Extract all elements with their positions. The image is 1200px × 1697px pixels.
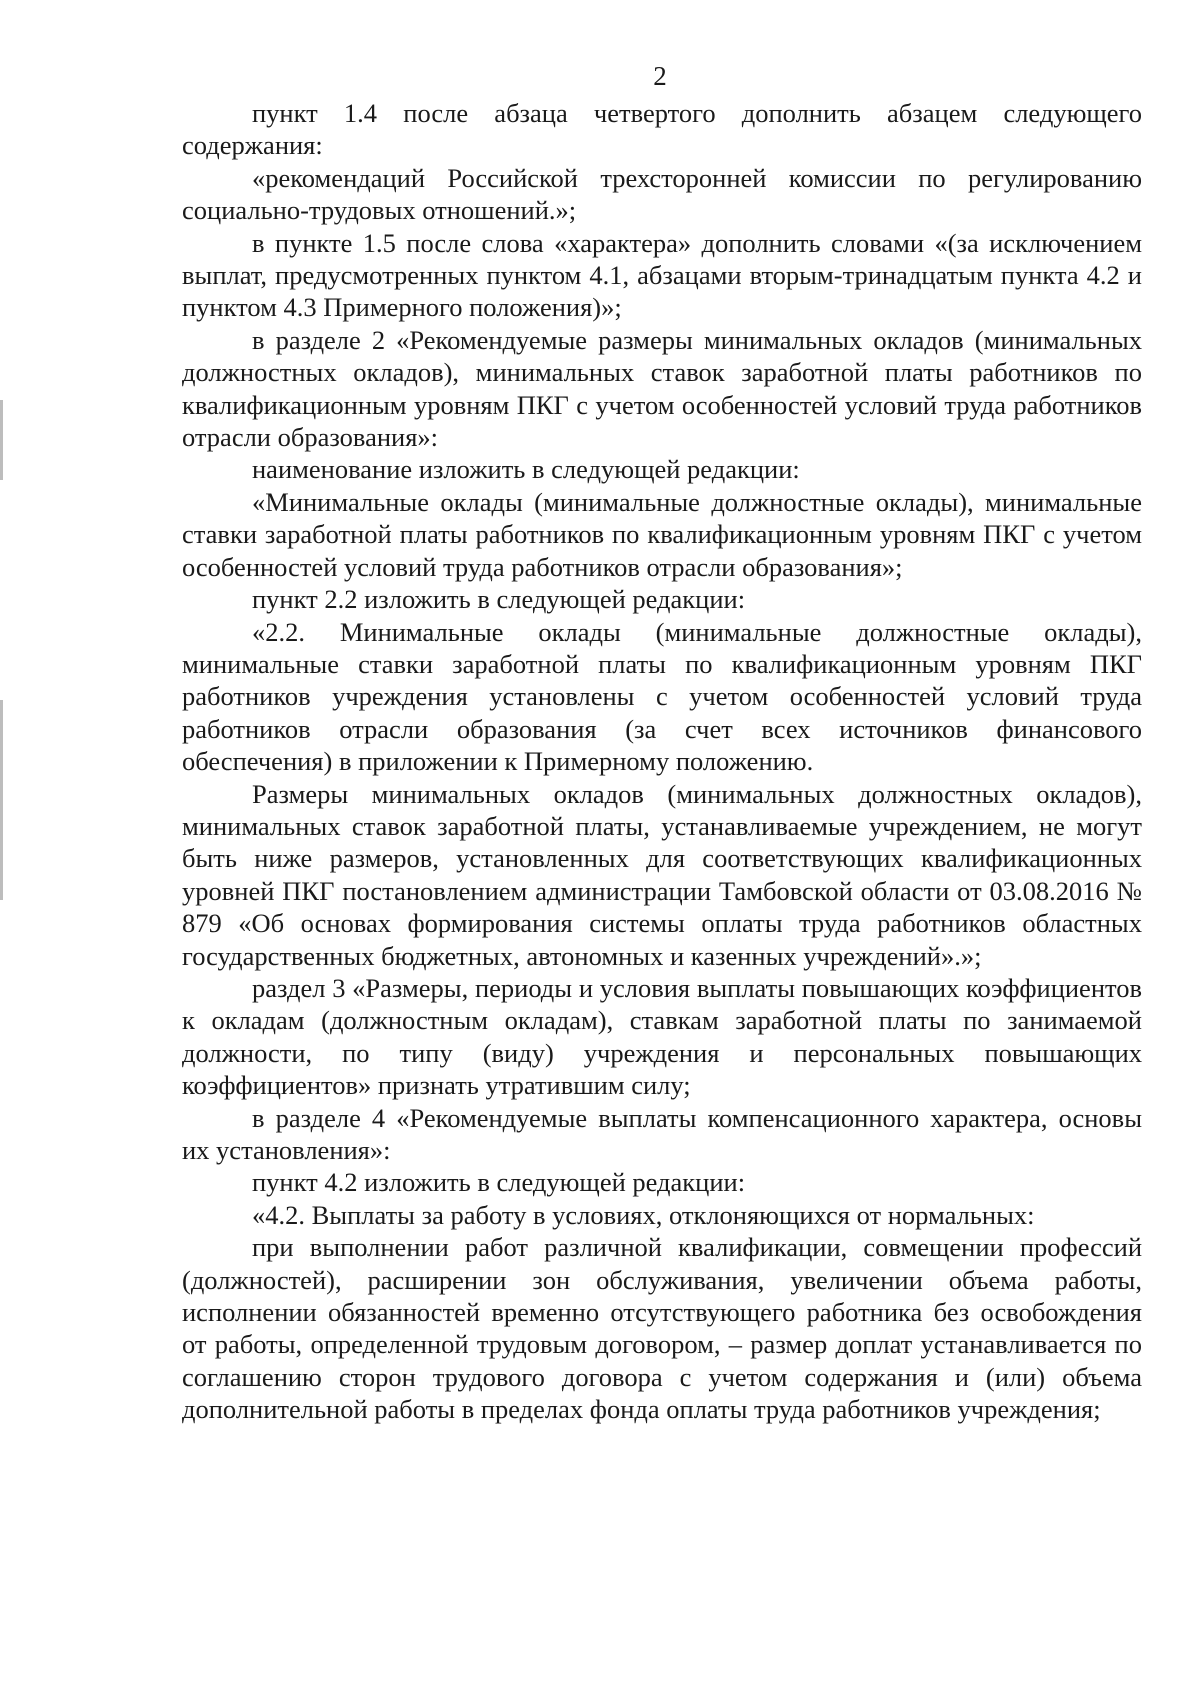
paragraph: в разделе 2 «Рекомендуемые размеры минимальных окладов (минимальных должностных окладов), минимальных ставок заработной платы работников по квалификационным уровням ПКГ с учетом особенностей условий труда работников отрасли образования»:	[182, 324, 1142, 453]
page-number: 2	[653, 61, 667, 91]
paragraph: в пункте 1.5 после слова «характера» дополнить словами «(за исключением выплат, предусмотренных пунктом 4.1, абзацами вторым-тринадцатым пункта 4.2 и пунктом 4.3 Примерного положения)»;	[182, 227, 1142, 323]
document-body	[182, 97, 1142, 1426]
paragraph: в разделе 4 «Рекомендуемые выплаты компенсационного характера, основы их установления»:	[182, 1102, 1142, 1165]
paragraph: раздел 3 «Размеры, периоды и условия выплаты повышающих коэффициентов к окладам (должностным окладам), ставкам заработной платы по занимаемой должности, по типу (виду) учреждения и персональных повышающих коэффициентов» признать утратившим силу;	[182, 972, 1142, 1101]
paragraph: пункт 2.2 изложить в следующей редакции:	[252, 584, 746, 615]
paragraph: пункт 4.2 изложить в следующей редакции:	[252, 1167, 746, 1198]
paragraph: Размеры минимальных окладов (минимальных должностных окладов), минимальных ставок заработной платы, устанавливаемые учреждением, не могут быть ниже размеров, установленных для соответствующих квалификационных уровней ПКГ постановлением администрации Тамбовской области от 03.08.2016 № 879 «Об основах формирования системы оплаты труда работников областных государственных бюджетных, автономных и казенных учреждений».»;	[182, 778, 1142, 971]
paragraph: «2.2. Минимальные оклады (минимальные должностные оклады), минимальные ставки заработной платы по квалификационным уровням ПКГ работников учреждения установлены с учетом особенностей условий труда работников отрасли образования (за счет всех источников финансового обеспечения) в приложении к Примерному положению.	[182, 616, 1142, 777]
scan-edge-mark	[0, 400, 3, 480]
paragraph: наименование изложить в следующей редакции:	[252, 454, 800, 485]
scan-edge-mark	[0, 700, 3, 900]
paragraph: «4.2. Выплаты за работу в условиях, отклоняющихся от нормальных:	[252, 1199, 1035, 1230]
paragraph: пункт 1.4 после абзаца четвертого дополнить абзацем следующего содержания:	[182, 98, 1142, 161]
paragraph: при выполнении работ различной квалификации, совмещении профессий (должностей), расширении зон обслуживания, увеличении объема работы, исполнении обязанностей временно отсутствующего работника без освобождения от работы, определенной трудовым договором, – размер доплат устанавливается по соглашению сторон трудового договора с учетом содержания и (или) объема дополнительной работы в пределах фонда оплаты труда работников учреждения;	[182, 1232, 1142, 1425]
paragraph: «Минимальные оклады (минимальные должностные оклады), минимальные ставки заработной платы работников по квалификационным уровням ПКГ с учетом особенностей условий труда работников отрасли образования»;	[182, 486, 1142, 582]
paragraph: «рекомендаций Российской трехсторонней комиссии по регулированию социально-трудовых отношений.»;	[182, 162, 1142, 226]
